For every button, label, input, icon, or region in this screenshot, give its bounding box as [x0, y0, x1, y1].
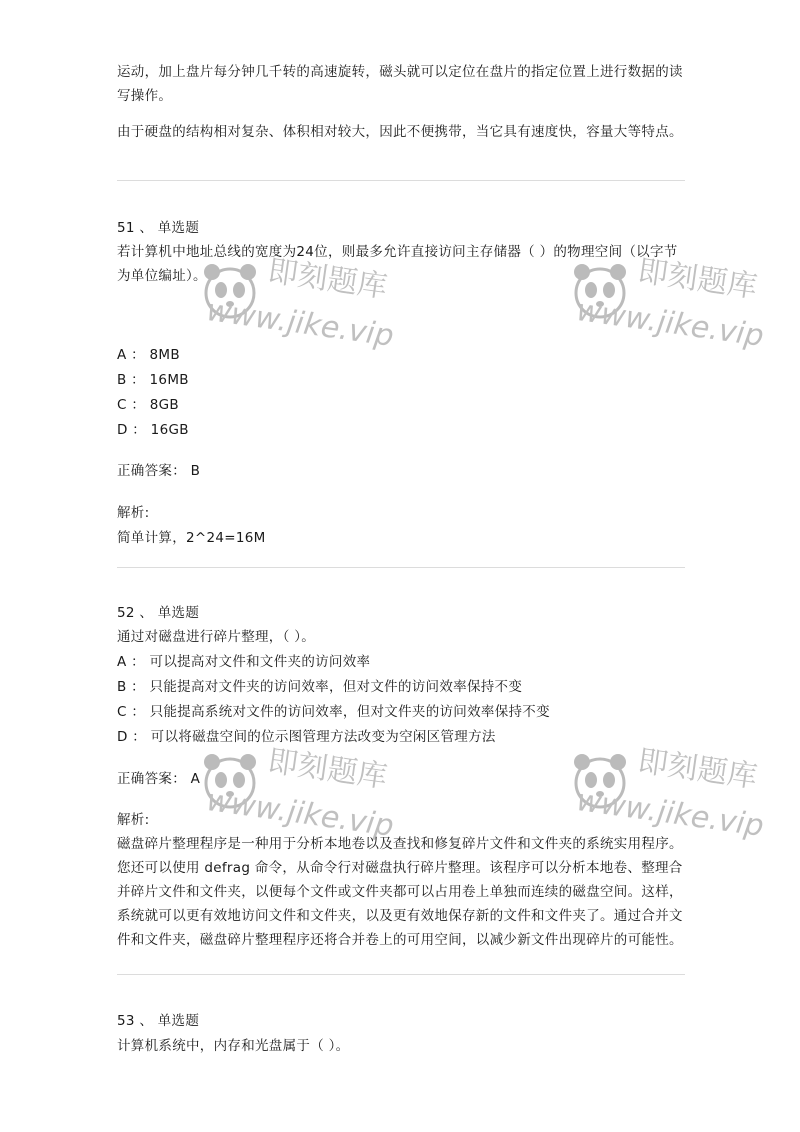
question-53-header: 53 、 单选题	[117, 1013, 200, 1029]
question-53-stem: 计算机系统中，内存和光盘属于（ ）。	[117, 1038, 350, 1054]
question-52-header: 52 、 单选题	[117, 605, 200, 621]
option-b[interactable]: B ： 16MB	[117, 372, 189, 388]
question-52-answer: 正确答案： A	[117, 771, 201, 787]
question-52-stem: 通过对磁盘进行碎片整理，（ ）。	[117, 629, 316, 645]
question-51-analysis: 简单计算，2^24=16M	[117, 530, 266, 546]
option-d[interactable]: D ： 可以将磁盘空间的位示图管理方法改变为空闲区管理方法	[117, 729, 496, 745]
question-51-stem: 若计算机中地址总线的宽度为24位，则最多允许直接访问主存储器（ ）的物理空间（以字节为单位编址）。	[117, 244, 678, 284]
watermark-brand: 即刻题库	[635, 743, 760, 796]
intro-paragraph-2: 由于硬盘的结构相对复杂、体积相对较大，因此不便携带，当它具有速度快，容量大等特点。	[117, 124, 683, 140]
watermark-url: www.jike.vip	[574, 783, 766, 844]
divider	[117, 567, 685, 568]
divider	[117, 180, 685, 181]
intro-paragraph-1: 运动，加上盘片每分钟几千转的高速旋转，磁头就可以定位在盘片的指定位置上进行数据的读写操作。	[117, 64, 683, 104]
option-a[interactable]: A ： 8MB	[117, 347, 180, 363]
question-52-options	[117, 650, 685, 750]
question-51-options	[117, 343, 685, 443]
option-a[interactable]: A ： 可以提高对文件和文件夹的访问效率	[117, 654, 371, 670]
watermark-brand: 即刻题库	[265, 743, 390, 796]
question-52-analysis-label: 解析:	[117, 812, 150, 828]
watermark-brand: 即刻题库	[265, 253, 390, 306]
watermark-brand: 即刻题库	[635, 253, 760, 306]
watermark-url: www.jike.vip	[574, 293, 766, 354]
watermark-url: www.jike.vip	[204, 293, 396, 354]
option-c[interactable]: C ： 8GB	[117, 397, 179, 413]
option-b[interactable]: B ： 只能提高对文件夹的访问效率，但对文件的访问效率保持不变	[117, 679, 523, 695]
question-51-header: 51 、 单选题	[117, 220, 200, 236]
option-d[interactable]: D ： 16GB	[117, 422, 189, 438]
question-51-answer: 正确答案： B	[117, 463, 201, 479]
question-52-analysis: 磁盘碎片整理程序是一种用于分析本地卷以及查找和修复碎片文件和文件夹的系统实用程序。您还可以使用 defrag 命令，从命令行对磁盘执行碎片整理。该程序可以分析本地卷、整理合并碎片文件和文件夹，以便每个文件或文件夹都可以占用卷上单独而连续的磁盘空间。这样，系统就可以更有效地访问文件和文件夹，以及更有效地保存新的文件和文件夹了。通过合并文件和文件夹，磁盘碎片整理程序还将合并卷上的可用空间，以减少新文件出现碎片的可能性。	[117, 836, 683, 948]
divider	[117, 974, 685, 975]
question-51-analysis-label: 解析:	[117, 505, 150, 521]
watermark-url: www.jike.vip	[204, 783, 396, 844]
option-c[interactable]: C ： 只能提高系统对文件的访问效率，但对文件夹的访问效率保持不变	[117, 704, 550, 720]
